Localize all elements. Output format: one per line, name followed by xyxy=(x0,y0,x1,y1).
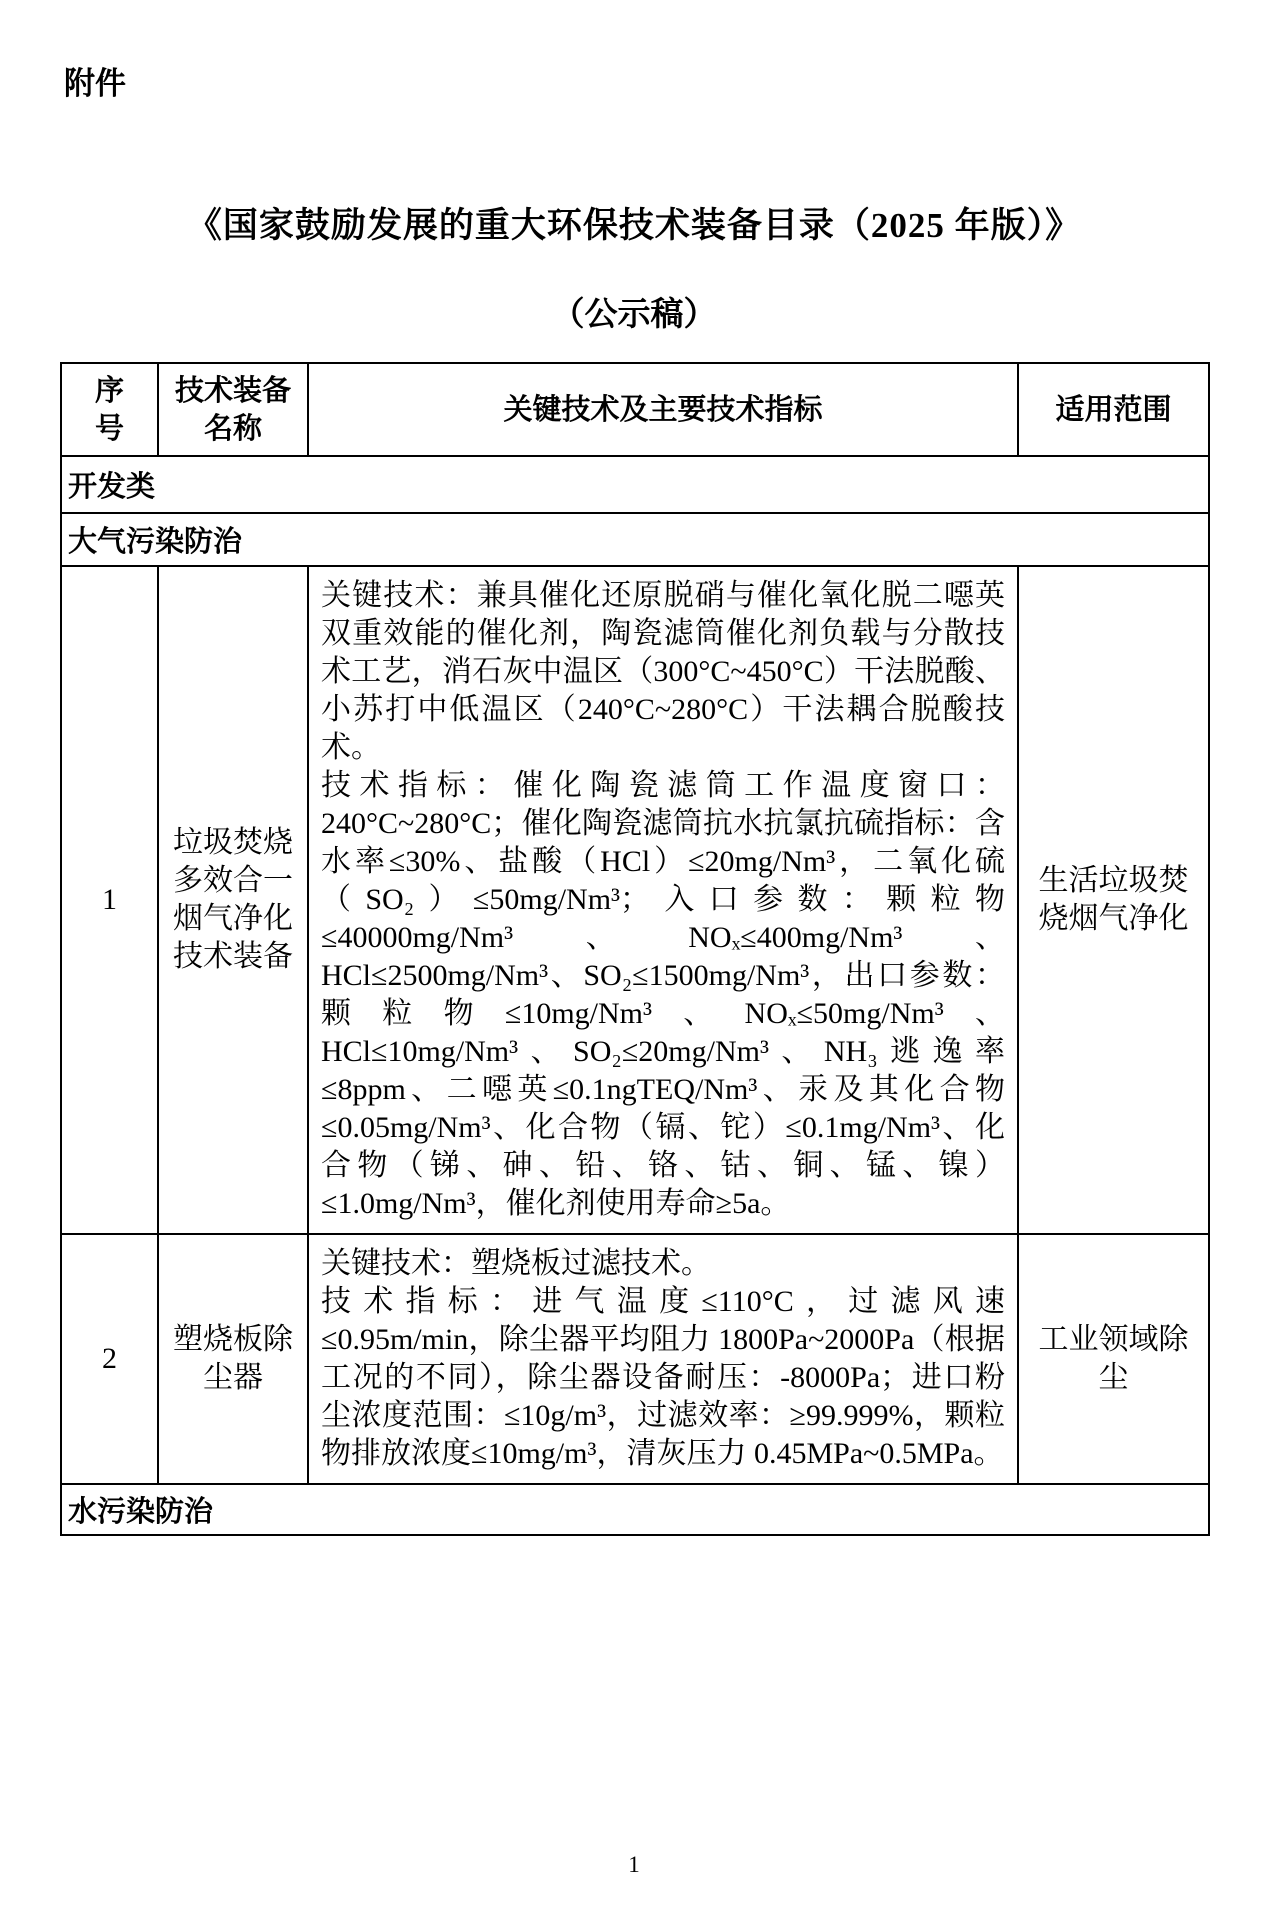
section-category-label: 开发类 xyxy=(61,456,1209,513)
section-row-category xyxy=(61,456,1209,513)
spec-cell xyxy=(308,566,1018,1234)
header-col-name: 技术装备名称 xyxy=(158,363,308,456)
row-index: 1 xyxy=(61,566,158,1234)
section-row-water xyxy=(61,1484,1209,1535)
header-col-spec: 关键技术及主要技术指标 xyxy=(308,363,1018,456)
equipment-name: 塑烧板除尘器 xyxy=(158,1234,308,1484)
table-row xyxy=(61,1234,1209,1484)
application-scope: 生活垃圾焚烧烟气净化 xyxy=(1018,566,1209,1234)
document-subtitle: （公示稿） xyxy=(551,297,717,333)
document-title: 《国家鼓励发展的重大环保技术装备目录（2025 年版）》 xyxy=(186,206,1082,245)
spec-cell xyxy=(308,1234,1018,1484)
key-technology: 关键技术：兼具催化还原脱硝与催化氧化脱二噁英双重效能的催化剂，陶瓷滤筒催化剂负载与分散技术工艺，消石灰中温区（300°C~450°C）干法脱酸、小苏打中低温区（240°C~280°C）干法耦合脱酸技术。 xyxy=(321,579,1005,764)
row-index: 2 xyxy=(61,1234,158,1484)
page-number: 1 xyxy=(628,1852,640,1877)
section-water-label: 水污染防治 xyxy=(61,1484,1209,1535)
table-row xyxy=(61,566,1209,1234)
technical-indicators: 技术指标：进气温度≤110°C，过滤风速≤0.95m/min，除尘器平均阻力 1800Pa~2000Pa（根据工况的不同），除尘器设备耐压：-8000Pa；进口粉尘浓度范围：≤10g/m³，过滤效率：≥99.999%，颗粒物排放浓度≤10mg/m³，清灰压力 0.45MPa~0.5MPa。 xyxy=(321,1285,1005,1470)
header-col-index xyxy=(61,363,158,456)
header-col-index-label: 序号 xyxy=(94,374,124,445)
header-col-scope: 适用范围 xyxy=(1018,363,1209,456)
section-row-air xyxy=(61,513,1209,566)
application-scope: 工业领域除尘 xyxy=(1018,1234,1209,1484)
catalog-table xyxy=(60,362,1210,1536)
equipment-name: 垃圾焚烧多效合一烟气净化技术装备 xyxy=(158,566,308,1234)
key-technology: 关键技术：塑烧板过滤技术。 xyxy=(321,1247,711,1280)
section-air-label: 大气污染防治 xyxy=(61,513,1209,566)
attachment-label: 附件 xyxy=(64,66,126,101)
technical-indicators: 技术指标：催化陶瓷滤筒工作温度窗口：240°C~280°C；催化陶瓷滤筒抗水抗氯抗硫指标：含水率≤30%、盐酸（HCl）≤20mg/Nm³，二氧化硫（SO₂）≤50mg/Nm³；入口参数：颗粒物≤40000mg/Nm³、NOₓ≤400mg/Nm³、HCl≤2500mg/Nm³、SO₂≤1500mg/Nm³，出口参数：颗粒物≤10mg/Nm³、NOₓ≤50mg/Nm³、HCl≤10mg/Nm³、SO₂≤20mg/Nm³、NH₃逃逸率≤8ppm、二噁英≤0.1ngTEQ/Nm³、汞及其化合物≤0.05mg/Nm³、化合物（镉、铊）≤0.1mg/Nm³、化合物（锑、砷、铅、铬、钴、铜、锰、镍）≤1.0mg/Nm³，催化剂使用寿命≥5a。 xyxy=(321,769,1005,1220)
table-header-row xyxy=(61,363,1209,456)
